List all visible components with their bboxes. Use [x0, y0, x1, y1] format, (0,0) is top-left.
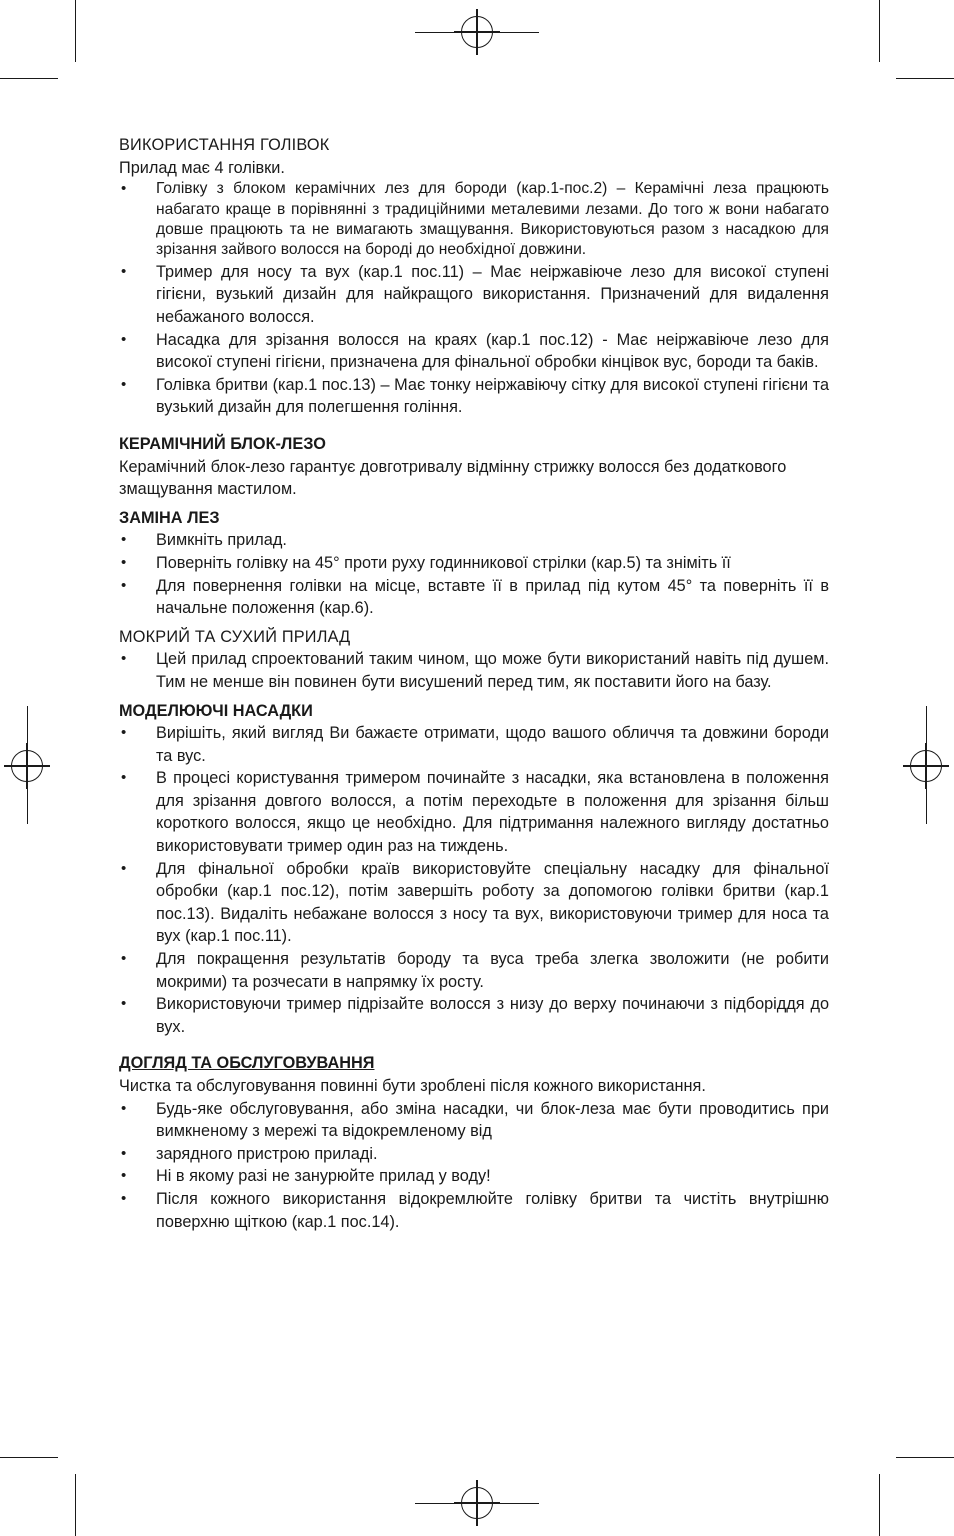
section-care	[119, 1052, 829, 1233]
bullet-list-replace	[119, 529, 829, 619]
crop-mark-right-bottom	[896, 1457, 954, 1458]
list-item: • Вирішіть, який вигляд Ви бажаєте отримати, щодо вашого обличчя та довжини бороди та вус.	[119, 722, 829, 767]
section-title-modeling: МОДЕЛЮЮЧІ НАСАДКИ	[119, 701, 313, 720]
section-intro-care: Чистка та обслуговування повинні бути зроблені після кожного використання.	[119, 1077, 706, 1095]
bullet-list-modeling	[119, 722, 829, 1038]
section-modeling	[119, 700, 829, 1039]
list-item: • Тример для носу та вух (кар.1 пос.11) – Має неіржавіюче лезо для високої ступені гігієни, вузький дизайн для найкращого використання. Призначений для видалення небажаного волосся.	[119, 261, 829, 329]
list-item: • Для повернення голівки на місце, вставте її в прилад під кутом 45° та поверніть її в начальне положення (кар.6).	[119, 575, 829, 620]
section-title-replace: ЗАМІНА ЛЕЗ	[119, 508, 220, 527]
section-intro-heads: Прилад має 4 голівки.	[119, 158, 285, 177]
crop-mark-top-right	[879, 0, 880, 62]
section-intro-ceramic: Керамічний блок-лезо гарантує довготривалу відмінну стрижку волосся без додаткового змащування мастилом.	[119, 457, 787, 499]
list-item: • Поверніть голівку на 45° проти руху годинникової стрілки (кар.5) та зніміть її	[119, 552, 829, 575]
list-item: • Цей прилад спроектований таким чином, що може бути використаний навіть під душем. Тим не менше він повинен бути висушений перед тим, як поставити його на базу.	[119, 648, 829, 693]
crop-mark-left-bottom	[0, 1457, 58, 1458]
list-item: • Використовуючи тример підрізайте волосся з низу до верху починаючи з підборіддя до вух.	[119, 993, 829, 1038]
crop-mark-left-top	[0, 78, 58, 79]
section-title-heads: ВИКОРИСТАННЯ ГОЛІВОК	[119, 136, 330, 154]
registration-mark-top	[461, 16, 493, 48]
section-heads	[119, 134, 829, 419]
bullet-list-care	[119, 1098, 829, 1234]
list-item: • зарядного пристрою приладі.	[119, 1143, 829, 1166]
registration-mark-right	[910, 750, 942, 782]
list-item: • Будь-яке обслуговування, або зміна насадки, чи блок-леза має бути проводитись при вимкненому з мережі та відокремленому від	[119, 1098, 829, 1143]
section-wet-dry	[119, 626, 829, 694]
list-item: • Насадка для зрізання волосся на краях (кар.1 пос.12) - Має неіржавіюче лезо для високої ступені гігієни, призначена для фінальної обробки кінцівок вус, бороди та баків.	[119, 329, 829, 374]
crop-mark-top-left	[75, 0, 76, 62]
bullet-list-wet-dry	[119, 648, 829, 693]
crop-mark-bottom-left	[75, 1474, 76, 1536]
crop-mark-right-top	[896, 78, 954, 79]
section-replace	[119, 507, 829, 620]
list-item: • Для покращення результатів бороду та вуса треба злегка зволожити (не робити мокрими) та розчесати в напрямку їх росту.	[119, 948, 829, 993]
section-title-ceramic: КЕРАМІЧНИЙ БЛОК-ЛЕЗО	[119, 434, 326, 453]
list-item: • В процесі користування тримером починайте з насадки, яка встановлена в положення для зрізання довгого волосся, а потім переходьте в положення для зрізання більш короткого волосся, якщо це необхідно. Для підтримання належного вигляду достатньо використовувати тример один раз на тиждень.	[119, 767, 829, 857]
list-item: • Голівку з блоком керамічних лез для бороди (кар.1-пос.2) – Керамічні леза працюють набагато краще в порівнянні з традиційними металевими лезами. До того ж вони набагато довше працюють та не вимагають змащування. Використовуються разом з насадкою для зрізання зайвого волосся на бороді до необхідної довжини.	[119, 179, 829, 261]
section-title-care: ДОГЛЯД ТА ОБСЛУГОВУВАННЯ	[119, 1054, 375, 1073]
list-item: • Голівка бритви (кар.1 пос.13) – Має тонку неіржавіючу сітку для високої ступені гігієни та вузький дизайн для полегшення гоління.	[119, 374, 829, 419]
crop-mark-bottom-right	[879, 1474, 880, 1536]
list-item: • Вимкніть прилад.	[119, 529, 829, 552]
section-title-wet-dry: МОКРИЙ ТА СУХИЙ ПРИЛАД	[119, 627, 351, 646]
list-item: • Для фінальної обробки країв використовуйте спеціальну насадку для фінальної обробки (кар.1 пос.12), потім завершіть роботу за допомогою голівки бритви (кар.1 пос.13). Видаліть небажане волосся з носу та вух, використовуючи тример для носа та вух (кар.1 пос.11).	[119, 858, 829, 948]
section-ceramic	[119, 433, 829, 501]
list-item: • Ні в якому разі не занурюйте прилад у воду!	[119, 1165, 829, 1188]
registration-mark-left	[11, 750, 43, 782]
manual-page-content	[119, 134, 829, 1233]
list-item: • Після кожного використання відокремлюйте голівку бритви та чистіть внутрішню поверхню щіткою (кар.1 пос.14).	[119, 1188, 829, 1233]
bullet-list-heads	[119, 179, 829, 419]
registration-mark-bottom	[461, 1487, 493, 1519]
